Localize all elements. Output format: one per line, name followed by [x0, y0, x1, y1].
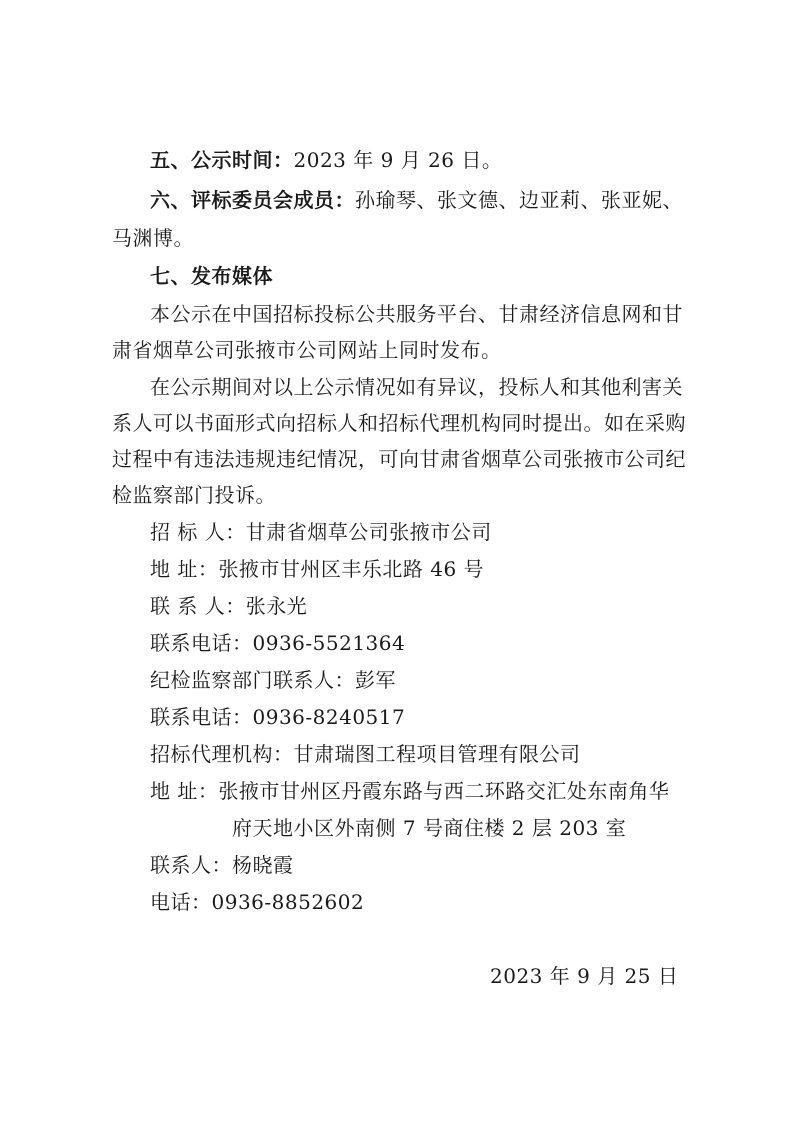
section7-para2-line1: 在公示期间对以上公示情况如有异议，投标人和其他利害关	[150, 375, 683, 399]
document-date: 2023 年 9 月 25 日	[490, 964, 679, 988]
section5-line	[150, 146, 502, 174]
agency-address-line2: 府天地小区外南侧 7 号商住楼 2 层 203 室	[232, 816, 627, 840]
section7-para2-line3: 过程中有违法违规违纪情况，可向甘肃省烟草公司张掖市公司纪	[112, 447, 686, 471]
section7-para2-line2: 系人可以书面形式向招标人和招标代理机构同时提出。如在采购	[112, 411, 686, 435]
discipline-phone-line: 联系电话：0936-8240517	[150, 705, 406, 729]
section6-heading: 六、评标委员会成员：	[150, 188, 355, 212]
agency-contact-line: 联系人：杨晓霞	[150, 853, 294, 877]
section7-para1-line2: 肃省烟草公司张掖市公司网站上同时发布。	[112, 338, 502, 362]
address-line: 地 址：张掖市甘州区丰乐北路 46 号	[150, 557, 485, 581]
discipline-contact-line: 纪检监察部门联系人：彭军	[150, 668, 396, 692]
agency-line: 招标代理机构：甘肃瑞图工程项目管理有限公司	[150, 742, 581, 766]
section6-value-line1: 孙瑜琴、张文德、边亚莉、张亚妮、	[355, 188, 683, 212]
section6-line2: 马渊博。	[112, 226, 194, 250]
contact-person-line: 联 系 人：张永光	[150, 594, 308, 618]
section5-value: 2023 年 9 月 26 日。	[293, 148, 503, 172]
agency-phone-line: 电话：0936-8852602	[150, 890, 365, 914]
section7-heading: 七、发布媒体	[150, 264, 273, 288]
phone-line: 联系电话：0936-5521364	[150, 631, 406, 655]
section6-line1	[150, 186, 683, 214]
section7-para2-line4: 检监察部门投诉。	[112, 483, 276, 507]
tenderer-line: 招 标 人：甘肃省烟草公司张掖市公司	[150, 520, 492, 544]
section7-para1-line1: 本公示在中国招标投标公共服务平台、甘肃经济信息网和甘	[150, 302, 683, 326]
agency-address-line1: 地 址：张掖市甘州区丹霞东路与西二环路交汇处东南角华	[150, 779, 670, 803]
section5-heading: 五、公示时间：	[150, 148, 294, 172]
